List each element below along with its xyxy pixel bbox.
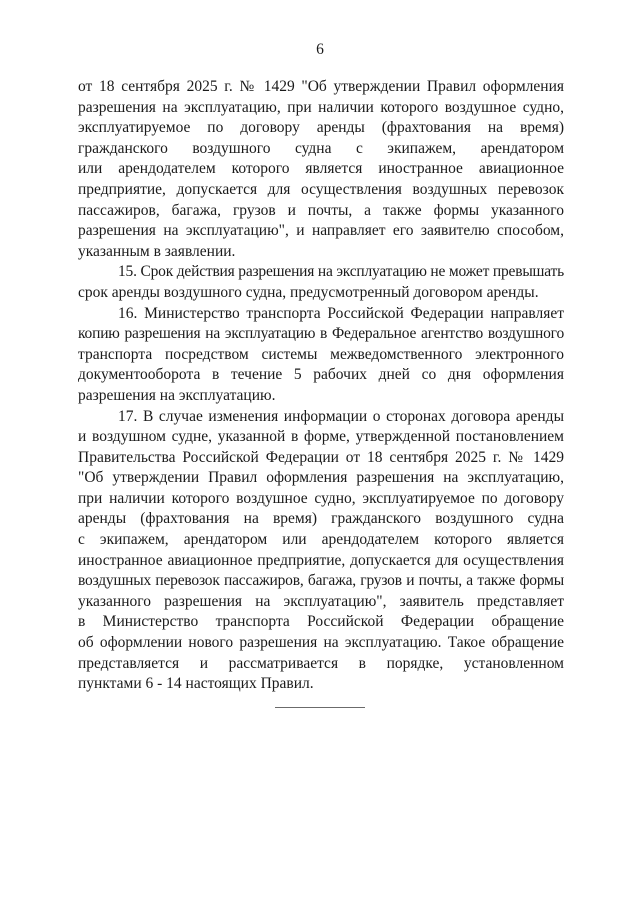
text-line: иностранное авиационное предприятие, допускается для осуществления xyxy=(78,551,564,569)
end-of-text-divider xyxy=(275,707,365,708)
text-line: пассажиров, багажа, грузов и почты, а также формы указанного xyxy=(78,201,564,219)
text-line: об оформлении нового разрешения на эксплуатацию. Такое обращение xyxy=(78,634,564,652)
paragraph-item-16 xyxy=(78,304,564,407)
text-line: указанного разрешения на эксплуатацию", заявитель представляет xyxy=(78,592,564,610)
text-line: разрешения на эксплуатацию", и направляет его заявителю способом, xyxy=(78,222,564,240)
text-line: представляется и рассматривается в порядке, установленном xyxy=(78,654,564,672)
text-line: срок аренды воздушного судна, предусмотренный договором аренды. xyxy=(78,283,539,301)
text-line: при наличии которого воздушное судно, эксплуатируемое по договору xyxy=(78,489,564,507)
text-line: воздушных перевозок пассажиров, багажа, грузов и почты, а также формы xyxy=(78,572,564,590)
text-line: "Об утверждении Правил оформления разрешения на эксплуатацию, xyxy=(78,469,564,487)
text-line: разрешения на эксплуатацию, при наличии которого воздушное судно, xyxy=(78,98,564,116)
text-line: указанным в заявлении. xyxy=(78,242,236,260)
text-line: транспорта посредством системы межведомственного электронного xyxy=(78,345,564,363)
text-line: в Министерство транспорта Российской Федерации обращение xyxy=(78,613,564,631)
document-body xyxy=(78,77,564,695)
text-line: пунктами 6 - 14 настоящих Правил. xyxy=(78,675,314,693)
text-line: копию разрешения на эксплуатацию в Федеральное агентство воздушного xyxy=(78,325,564,343)
text-line: эксплуатируемое по договору аренды (фрахтования на время) xyxy=(78,119,564,137)
paragraph-item-17 xyxy=(78,407,564,695)
text-line: гражданского воздушного судна с экипажем, арендатором xyxy=(78,139,564,157)
paragraph-item-15 xyxy=(78,262,564,303)
text-line: разрешения на эксплуатацию. xyxy=(78,386,276,404)
text-line: 15. Срок действия разрешения на эксплуатацию не может превышать xyxy=(118,263,564,281)
text-line: от 18 сентября 2025 г. № 1429 "Об утверждении Правил оформления xyxy=(78,78,564,95)
text-line: 17. В случае изменения информации о сторонах договора аренды xyxy=(118,407,564,425)
paragraph-continuation xyxy=(78,77,564,262)
page-number: 6 xyxy=(316,41,324,58)
text-line: документооборота в течение 5 рабочих дней со дня оформления xyxy=(78,366,564,384)
text-line: с экипажем, арендатором или арендодателем которого является xyxy=(78,531,564,549)
text-line: Правительства Российской Федерации от 18 сентября 2025 г. № 1429 xyxy=(78,448,564,466)
text-line: предприятие, допускается для осуществления воздушных перевозок xyxy=(78,180,564,198)
text-line: 16. Министерство транспорта Российской Федерации направляет xyxy=(118,304,564,322)
text-line: или арендодателем которого является иностранное авиационное xyxy=(78,160,564,178)
text-line: и воздушном судне, указанной в форме, утвержденной постановлением xyxy=(78,428,564,446)
text-line: аренды (фрахтования на время) гражданского воздушного судна xyxy=(78,510,564,528)
